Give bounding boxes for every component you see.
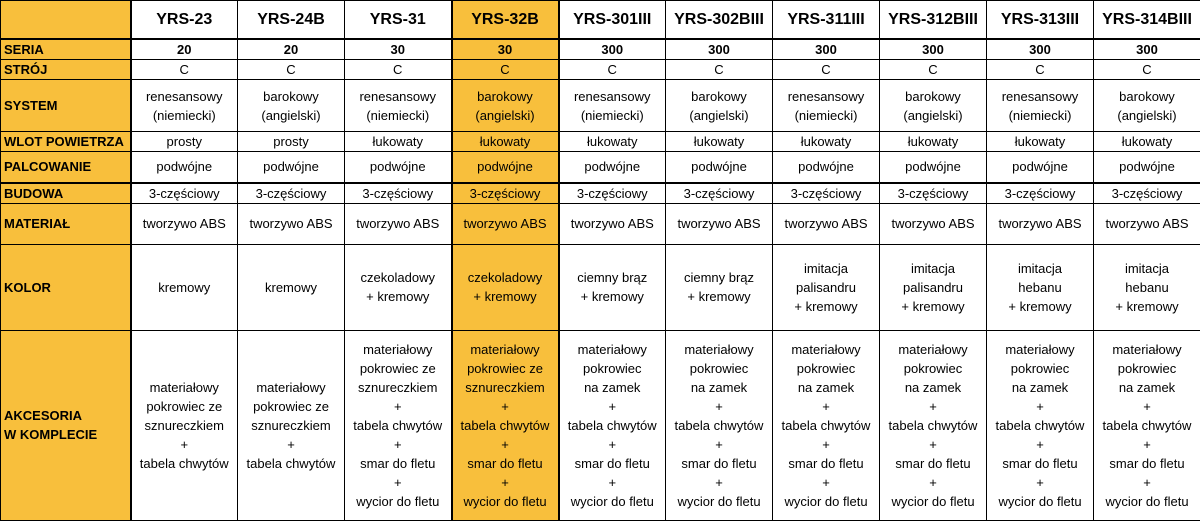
cell-line: materiałowy xyxy=(134,378,236,397)
row-label: SERIA xyxy=(1,39,131,60)
table-cell: 300 xyxy=(987,39,1094,60)
table-cell: łukowaty xyxy=(559,132,666,152)
cell-line: materiałowy xyxy=(240,378,342,397)
cell-line: imitacja xyxy=(989,259,1091,278)
table-row xyxy=(1,183,1200,204)
table-cell: C xyxy=(1094,60,1200,80)
model-header: YRS-314BIII xyxy=(1094,1,1200,40)
cell-line: tabela chwytów xyxy=(240,454,342,473)
cell-line: + kremowy xyxy=(1096,297,1198,316)
row-label: STRÓJ xyxy=(1,60,131,80)
table-cell: 3-częściowy xyxy=(880,183,987,204)
table-body xyxy=(1,39,1200,520)
table-cell: podwójne xyxy=(773,152,880,183)
table-cell xyxy=(987,80,1094,132)
table-cell xyxy=(131,244,238,330)
model-header: YRS-23 xyxy=(131,1,238,40)
cell-line: + kremowy xyxy=(882,297,984,316)
table-cell: łukowaty xyxy=(1094,132,1200,152)
cell-line: materiałowy xyxy=(1096,340,1198,359)
header-corner xyxy=(1,1,131,40)
cell-line: wycior do fletu xyxy=(1096,492,1198,511)
table-row xyxy=(1,244,1200,330)
row-label: MATERIAŁ xyxy=(1,203,131,244)
table-row xyxy=(1,152,1200,183)
model-header: YRS-32B xyxy=(452,1,559,40)
cell-line: + xyxy=(347,435,449,454)
cell-line: smar do fletu xyxy=(989,454,1091,473)
table-cell xyxy=(131,330,238,520)
cell-line: + xyxy=(562,473,664,492)
cell-line: + xyxy=(989,435,1091,454)
table-cell: 3-częściowy xyxy=(987,183,1094,204)
cell-line: (niemiecki) xyxy=(134,106,236,125)
cell-line: + xyxy=(1096,435,1198,454)
cell-line: + xyxy=(668,397,770,416)
cell-line: smar do fletu xyxy=(562,454,664,473)
table-cell xyxy=(345,244,452,330)
row-label-line: AKCESORIA xyxy=(4,406,128,425)
cell-line: + xyxy=(562,435,664,454)
table-cell xyxy=(452,330,559,520)
cell-line: + xyxy=(882,397,984,416)
model-header: YRS-24B xyxy=(238,1,345,40)
table-cell: podwójne xyxy=(880,152,987,183)
cell-line: tabela chwytów xyxy=(134,454,236,473)
model-header: YRS-31 xyxy=(345,1,452,40)
table-cell: C xyxy=(131,60,238,80)
cell-line: pokrowiec xyxy=(1096,359,1198,378)
table-cell: podwójne xyxy=(666,152,773,183)
table-cell: łukowaty xyxy=(666,132,773,152)
table-cell xyxy=(345,330,452,520)
table-cell xyxy=(987,330,1094,520)
table-cell xyxy=(559,80,666,132)
cell-line: tabela chwytów xyxy=(882,416,984,435)
table-cell xyxy=(773,330,880,520)
cell-line: imitacja xyxy=(882,259,984,278)
cell-line: (niemiecki) xyxy=(347,106,449,125)
cell-line: + xyxy=(668,435,770,454)
table-row xyxy=(1,39,1200,60)
table-cell xyxy=(452,80,559,132)
table-cell: łukowaty xyxy=(880,132,987,152)
table-cell: tworzywo ABS xyxy=(131,203,238,244)
cell-line: + xyxy=(455,435,556,454)
model-header: YRS-312BIII xyxy=(880,1,987,40)
cell-line: wycior do fletu xyxy=(668,492,770,511)
table-cell: 20 xyxy=(131,39,238,60)
row-label: SYSTEM xyxy=(1,80,131,132)
cell-line: (angielski) xyxy=(455,106,556,125)
cell-line: + xyxy=(1096,397,1198,416)
table-cell xyxy=(880,80,987,132)
table-cell: łukowaty xyxy=(773,132,880,152)
table-cell: 3-częściowy xyxy=(1094,183,1200,204)
table-row xyxy=(1,60,1200,80)
cell-line: hebanu xyxy=(989,278,1091,297)
row-label xyxy=(1,330,131,520)
table-cell: podwójne xyxy=(452,152,559,183)
cell-line: pokrowiec ze xyxy=(240,397,342,416)
cell-line: tabela chwytów xyxy=(1096,416,1198,435)
table-cell: tworzywo ABS xyxy=(452,203,559,244)
table-cell xyxy=(452,244,559,330)
cell-line: ciemny brąz xyxy=(562,268,664,287)
table-cell: 3-częściowy xyxy=(238,183,345,204)
model-header: YRS-301III xyxy=(559,1,666,40)
table-cell: 3-częściowy xyxy=(452,183,559,204)
cell-line: smar do fletu xyxy=(668,454,770,473)
cell-line: imitacja xyxy=(775,259,877,278)
table-cell: C xyxy=(987,60,1094,80)
cell-line: + xyxy=(668,473,770,492)
cell-line: pokrowiec xyxy=(562,359,664,378)
cell-line: smar do fletu xyxy=(347,454,449,473)
cell-line: smar do fletu xyxy=(775,454,877,473)
cell-line: materiałowy xyxy=(882,340,984,359)
table-cell: podwójne xyxy=(345,152,452,183)
table-cell xyxy=(1094,80,1200,132)
cell-line: materiałowy xyxy=(775,340,877,359)
table-row xyxy=(1,132,1200,152)
cell-line: + xyxy=(882,435,984,454)
table-cell: tworzywo ABS xyxy=(880,203,987,244)
cell-line: + xyxy=(455,473,556,492)
cell-line: wycior do fletu xyxy=(562,492,664,511)
table-cell: podwójne xyxy=(238,152,345,183)
cell-line: tabela chwytów xyxy=(562,416,664,435)
cell-line: + kremowy xyxy=(562,287,664,306)
table-cell xyxy=(666,244,773,330)
table-cell: tworzywo ABS xyxy=(1094,203,1200,244)
table-cell xyxy=(666,330,773,520)
cell-line: + xyxy=(775,473,877,492)
cell-line: tabela chwytów xyxy=(668,416,770,435)
cell-line: (angielski) xyxy=(1096,106,1198,125)
cell-line: tabela chwytów xyxy=(347,416,449,435)
row-label: PALCOWANIE xyxy=(1,152,131,183)
cell-line: barokowy xyxy=(240,87,342,106)
table-cell xyxy=(345,80,452,132)
cell-line: + kremowy xyxy=(989,297,1091,316)
cell-line: (niemiecki) xyxy=(989,106,1091,125)
cell-line: pokrowiec xyxy=(989,359,1091,378)
table-cell: C xyxy=(559,60,666,80)
cell-line: + kremowy xyxy=(668,287,770,306)
cell-line: (angielski) xyxy=(882,106,984,125)
table-cell: C xyxy=(238,60,345,80)
table-cell: C xyxy=(666,60,773,80)
table-cell: C xyxy=(773,60,880,80)
cell-line: + xyxy=(775,397,877,416)
table-cell xyxy=(666,80,773,132)
cell-line: czekoladowy xyxy=(455,268,556,287)
cell-line: wycior do fletu xyxy=(989,492,1091,511)
cell-line: materiałowy xyxy=(989,340,1091,359)
cell-line: + xyxy=(562,397,664,416)
table-cell xyxy=(238,244,345,330)
cell-line: renesansowy xyxy=(562,87,664,106)
cell-line: wycior do fletu xyxy=(455,492,556,511)
row-label: BUDOWA xyxy=(1,183,131,204)
table-cell: łukowaty xyxy=(452,132,559,152)
table-cell: tworzywo ABS xyxy=(987,203,1094,244)
table-cell: 3-częściowy xyxy=(559,183,666,204)
table-cell xyxy=(1094,244,1200,330)
cell-line: pokrowiec xyxy=(882,359,984,378)
table-cell: 300 xyxy=(880,39,987,60)
table-cell: łukowaty xyxy=(345,132,452,152)
cell-line: tabela chwytów xyxy=(455,416,556,435)
cell-line: materiałowy xyxy=(455,340,556,359)
table-cell xyxy=(880,330,987,520)
cell-line: smar do fletu xyxy=(455,454,556,473)
cell-line: na zamek xyxy=(1096,378,1198,397)
table-cell xyxy=(773,80,880,132)
cell-line: + xyxy=(347,397,449,416)
table-cell: C xyxy=(452,60,559,80)
table-cell xyxy=(773,244,880,330)
cell-line: + kremowy xyxy=(455,287,556,306)
cell-line: materiałowy xyxy=(347,340,449,359)
cell-line: pokrowiec ze xyxy=(347,359,449,378)
table-cell: 3-częściowy xyxy=(773,183,880,204)
cell-line: + xyxy=(134,435,236,454)
cell-line: (niemiecki) xyxy=(562,106,664,125)
table-row xyxy=(1,203,1200,244)
cell-line: sznureczkiem xyxy=(455,378,556,397)
table-cell: tworzywo ABS xyxy=(773,203,880,244)
cell-line: palisandru xyxy=(882,278,984,297)
table-cell: 3-częściowy xyxy=(666,183,773,204)
table-cell xyxy=(559,244,666,330)
table-cell: C xyxy=(880,60,987,80)
cell-line: palisandru xyxy=(775,278,877,297)
table-cell xyxy=(131,80,238,132)
table-cell xyxy=(987,244,1094,330)
table-cell: podwójne xyxy=(559,152,666,183)
row-label-line: W KOMPLECIE xyxy=(4,425,128,444)
model-header: YRS-313III xyxy=(987,1,1094,40)
cell-line: na zamek xyxy=(882,378,984,397)
table-row xyxy=(1,80,1200,132)
table-cell: 300 xyxy=(559,39,666,60)
table-cell: podwójne xyxy=(987,152,1094,183)
table-cell: podwójne xyxy=(131,152,238,183)
table-cell xyxy=(1094,330,1200,520)
table-cell: 20 xyxy=(238,39,345,60)
table-cell: 3-częściowy xyxy=(131,183,238,204)
cell-line: (angielski) xyxy=(240,106,342,125)
table-cell: 300 xyxy=(773,39,880,60)
table-cell: prosty xyxy=(238,132,345,152)
cell-line: (angielski) xyxy=(668,106,770,125)
cell-line: ciemny brąz xyxy=(668,268,770,287)
cell-line: wycior do fletu xyxy=(775,492,877,511)
cell-line: pokrowiec ze xyxy=(455,359,556,378)
cell-line: na zamek xyxy=(668,378,770,397)
cell-line: na zamek xyxy=(562,378,664,397)
cell-line: (niemiecki) xyxy=(775,106,877,125)
cell-line: imitacja xyxy=(1096,259,1198,278)
table-row xyxy=(1,330,1200,520)
table-cell: 3-częściowy xyxy=(345,183,452,204)
cell-line: barokowy xyxy=(1096,87,1198,106)
table-cell: prosty xyxy=(131,132,238,152)
cell-line: + kremowy xyxy=(347,287,449,306)
table-cell xyxy=(238,330,345,520)
table-cell: 300 xyxy=(666,39,773,60)
row-label: WLOT POWIETRZA xyxy=(1,132,131,152)
cell-line: + kremowy xyxy=(775,297,877,316)
cell-line: + xyxy=(1096,473,1198,492)
cell-line: tabela chwytów xyxy=(775,416,877,435)
table-cell xyxy=(238,80,345,132)
table-cell: łukowaty xyxy=(987,132,1094,152)
cell-line: wycior do fletu xyxy=(347,492,449,511)
cell-line: hebanu xyxy=(1096,278,1198,297)
table-cell: C xyxy=(345,60,452,80)
cell-line: renesansowy xyxy=(989,87,1091,106)
cell-line: czekoladowy xyxy=(347,268,449,287)
model-header: YRS-311III xyxy=(773,1,880,40)
cell-line: + xyxy=(775,435,877,454)
table-cell: 30 xyxy=(452,39,559,60)
cell-line: pokrowiec xyxy=(668,359,770,378)
cell-line: + xyxy=(882,473,984,492)
cell-line: pokrowiec ze xyxy=(134,397,236,416)
cell-line: wycior do fletu xyxy=(882,492,984,511)
cell-line: barokowy xyxy=(668,87,770,106)
table-cell: tworzywo ABS xyxy=(559,203,666,244)
cell-line: materiałowy xyxy=(562,340,664,359)
cell-line: + xyxy=(989,473,1091,492)
cell-line: smar do fletu xyxy=(1096,454,1198,473)
cell-line: sznureczkiem xyxy=(347,378,449,397)
cell-line: + xyxy=(240,435,342,454)
cell-line: + xyxy=(989,397,1091,416)
cell-line: + xyxy=(455,397,556,416)
table-cell xyxy=(559,330,666,520)
cell-line: materiałowy xyxy=(668,340,770,359)
cell-line: renesansowy xyxy=(134,87,236,106)
cell-line: barokowy xyxy=(455,87,556,106)
cell-line: renesansowy xyxy=(347,87,449,106)
table-cell xyxy=(880,244,987,330)
cell-line: kremowy xyxy=(134,278,236,297)
table-cell: podwójne xyxy=(1094,152,1200,183)
model-header: YRS-302BIII xyxy=(666,1,773,40)
cell-line: pokrowiec xyxy=(775,359,877,378)
table-cell: tworzywo ABS xyxy=(666,203,773,244)
cell-line: na zamek xyxy=(989,378,1091,397)
cell-line: sznureczkiem xyxy=(240,416,342,435)
table-cell: tworzywo ABS xyxy=(345,203,452,244)
row-label: KOLOR xyxy=(1,244,131,330)
cell-line: smar do fletu xyxy=(882,454,984,473)
header-row xyxy=(1,1,1200,40)
cell-line: tabela chwytów xyxy=(989,416,1091,435)
cell-line: na zamek xyxy=(775,378,877,397)
table-cell: tworzywo ABS xyxy=(238,203,345,244)
table-cell: 300 xyxy=(1094,39,1200,60)
cell-line: kremowy xyxy=(240,278,342,297)
cell-line: renesansowy xyxy=(775,87,877,106)
cell-line: barokowy xyxy=(882,87,984,106)
table-cell: 30 xyxy=(345,39,452,60)
cell-line: + xyxy=(347,473,449,492)
cell-line: sznureczkiem xyxy=(134,416,236,435)
